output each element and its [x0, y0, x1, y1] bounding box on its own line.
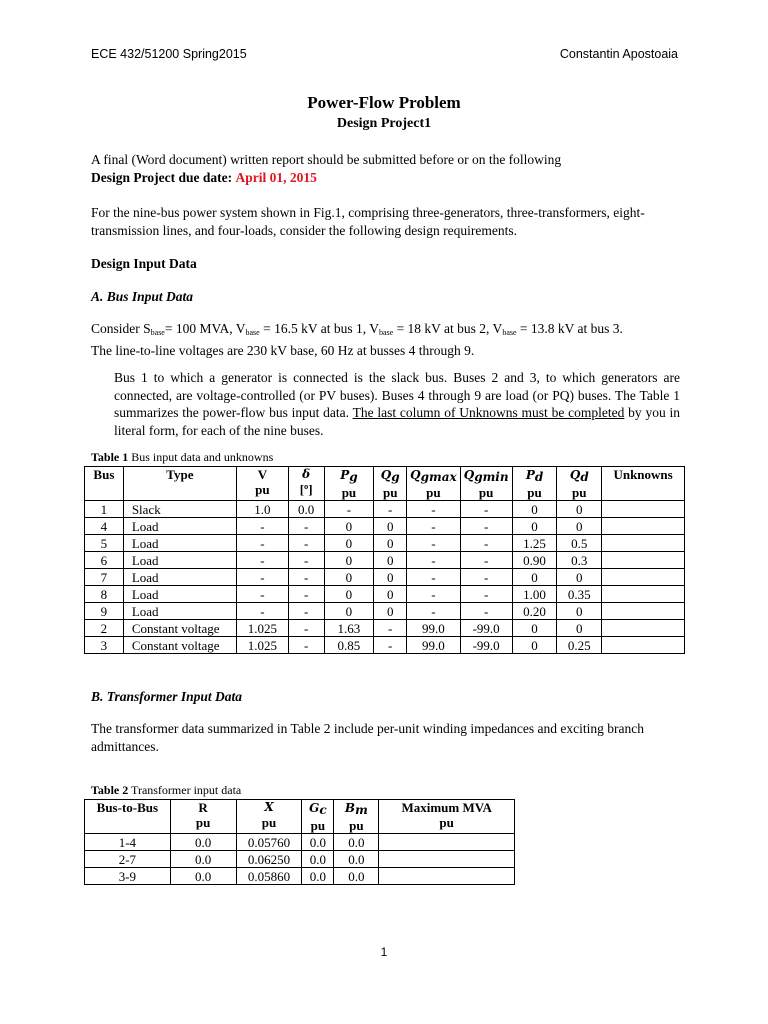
cell-v: 1.025: [237, 637, 289, 654]
system-desc-line1: For the nine-bus power system shown in Fig.1, comprising three-generators, three-transformers, eight-: [91, 205, 645, 220]
header-symbol: X: [264, 800, 274, 814]
cell-bus-to-bus: 3-9: [85, 868, 171, 885]
cell-bus: 2: [85, 620, 124, 637]
cell-pg: 0: [324, 518, 374, 535]
cell-pg: 1.63: [324, 620, 374, 637]
header-unit: pu: [261, 815, 277, 830]
table-row: [85, 834, 515, 851]
cell-bus: 6: [85, 552, 124, 569]
table-row: [85, 535, 685, 552]
header-subscript: g: [391, 470, 400, 484]
subscript-base: base: [502, 328, 517, 337]
cell-pg: 0: [324, 552, 374, 569]
cell-r: 0.0: [170, 834, 236, 851]
cell-qgmin: -: [460, 552, 512, 569]
col-pg-header: [324, 467, 374, 501]
cell-bm: 0.0: [334, 868, 379, 885]
text-part: Bus 1 to which a generator is connected is the slack bus. Buses 2 and 3, to which generators are connected, are voltage-controlled (or PV buses). Buses 4 through 9 are load (or PQ) buses. The Table 1 summarizes the power-flow bus input data.: [114, 370, 680, 420]
cell-pg: 0: [324, 603, 374, 620]
cell-qd: 0: [557, 603, 602, 620]
cell-gc: 0.0: [302, 868, 334, 885]
col-qgmin-header: [460, 467, 512, 501]
cell-v: 1.0: [237, 501, 289, 518]
cell-pg: 0: [324, 535, 374, 552]
cell-gc: 0.0: [302, 834, 334, 851]
table2-caption-label: Table 2: [91, 783, 129, 797]
col-bm-header: [334, 800, 379, 834]
cell-pd: 0: [512, 501, 557, 518]
text-part: by you in literal form, for each of the nine buses.: [114, 405, 680, 438]
header-symbol: δ: [302, 467, 311, 481]
cell-bus-to-bus: 1-4: [85, 834, 171, 851]
cell-type: Load: [123, 569, 236, 586]
header-unit: pu: [341, 485, 357, 500]
header-unit: pu: [426, 485, 441, 500]
text-part: = 18 kV at bus 2, V: [393, 321, 503, 336]
document-title: Power-Flow Problem: [307, 93, 461, 112]
cell-unknowns[interactable]: [602, 603, 685, 620]
cell-qgmax: -: [407, 586, 460, 603]
due-date: April 01, 2015: [235, 169, 317, 185]
cell-pg: 0: [324, 569, 374, 586]
cell-type: Load: [123, 552, 236, 569]
col-bus-to-bus-header: [85, 800, 171, 834]
cell-qg: 0: [374, 518, 407, 535]
line-voltage-note: The line-to-line voltages are 230 kV base, 60 Hz at busses 4 through 9.: [91, 342, 475, 358]
cell-bus: 8: [85, 586, 124, 603]
table1-header-row: [85, 467, 685, 501]
cell-r: 0.0: [170, 868, 236, 885]
cell-unknowns[interactable]: [602, 518, 685, 535]
cell-type: Slack: [123, 501, 236, 518]
cell-unknowns[interactable]: [602, 569, 685, 586]
subscript-base: base: [150, 328, 165, 337]
col-qgmax-header: [407, 467, 460, 501]
transformer-desc-line1: The transformer data summarized in Table 2 include per-unit winding impedances and exciting branch: [91, 721, 644, 736]
cell-qg: -: [374, 620, 407, 637]
col-delta-header: [288, 467, 324, 501]
header-symbol: Q: [410, 468, 421, 482]
cell-x: 0.05760: [236, 834, 302, 851]
header-subscript: d: [580, 470, 589, 484]
cell-qg: 0: [374, 535, 407, 552]
cell-x: 0.06250: [236, 851, 302, 868]
cell-delta: -: [288, 637, 324, 654]
cell-qgmin: -: [460, 603, 512, 620]
cell-qgmax: 99.0: [407, 637, 460, 654]
system-description: [91, 204, 681, 239]
due-date-line: [91, 169, 681, 187]
cell-type: Load: [123, 518, 236, 535]
text-part: Consider S: [91, 321, 151, 336]
cell-unknowns[interactable]: [602, 535, 685, 552]
header-text: Unknowns: [613, 467, 673, 482]
cell-qd: 0: [557, 620, 602, 637]
bus-consider-paragraph: [91, 320, 681, 359]
header-text: Bus: [93, 467, 115, 482]
cell-unknowns[interactable]: [602, 552, 685, 569]
col-bus-header: [85, 467, 124, 501]
table-row: [85, 868, 515, 885]
cell-pg: 0.85: [324, 637, 374, 654]
cell-qgmax: -: [407, 518, 460, 535]
header-unit: [º]: [299, 482, 313, 497]
table-row: [85, 851, 515, 868]
cell-unknowns[interactable]: [602, 501, 685, 518]
col-v-header: [237, 467, 289, 501]
cell-qg: -: [374, 637, 407, 654]
header-symbol: G: [309, 801, 320, 815]
table-row: [85, 569, 685, 586]
header-text: Type: [166, 467, 194, 482]
header-unit: pu: [382, 485, 398, 500]
cell-pd: 0: [512, 620, 557, 637]
cell-pd: 1.25: [512, 535, 557, 552]
cell-qg: -: [374, 501, 407, 518]
cell-pd: 0: [512, 569, 557, 586]
subscript-base: base: [245, 328, 260, 337]
header-unit: pu: [527, 485, 542, 500]
transformer-description: [91, 720, 681, 755]
table2-header-row: [85, 800, 515, 834]
table-row: [85, 603, 685, 620]
cell-qgmax: -: [407, 603, 460, 620]
col-max-mva-header: [379, 800, 515, 834]
cell-delta: -: [288, 552, 324, 569]
cell-v: 1.025: [237, 620, 289, 637]
cell-max-mva[interactable]: [379, 851, 515, 868]
table-row: [85, 586, 685, 603]
header-author: Constantin Apostoaia: [559, 47, 678, 61]
table-row: [85, 637, 685, 654]
cell-bm: 0.0: [334, 851, 379, 868]
due-label: Design Project due date:: [91, 169, 233, 185]
cell-type: Load: [123, 586, 236, 603]
header-text: R: [198, 800, 208, 815]
header-symbol: Q: [463, 468, 475, 482]
cell-bus: 5: [85, 535, 124, 552]
cell-bus: 4: [85, 518, 124, 535]
cell-pd: 0: [512, 637, 557, 654]
col-gc-header: [302, 800, 334, 834]
cell-unknowns[interactable]: [602, 620, 685, 637]
cell-qgmin: -: [460, 569, 512, 586]
header-course: ECE 432/51200 Spring2015: [91, 47, 247, 61]
cell-v: -: [237, 552, 289, 569]
cell-v: -: [237, 569, 289, 586]
cell-gc: 0.0: [302, 851, 334, 868]
section-heading-bus-input: A. Bus Input Data: [91, 289, 194, 304]
table1-caption: [91, 450, 273, 465]
header-subscript: gmax: [420, 470, 457, 484]
header-text: Maximum MVA: [401, 800, 492, 815]
cell-qd: 0.25: [557, 637, 602, 654]
transformer-desc-line2: admittances.: [91, 738, 159, 754]
col-type-header: [123, 467, 236, 501]
intro-line: A final (Word document) written report should be submitted before or on the following: [91, 152, 562, 167]
header-unit: pu: [478, 485, 494, 500]
header-symbol: B: [344, 801, 356, 815]
col-r-header: [170, 800, 236, 834]
cell-pd: 0.90: [512, 552, 557, 569]
table1-caption-label: Table 1: [91, 450, 129, 464]
header-symbol: Q: [569, 468, 581, 482]
cell-delta: -: [288, 586, 324, 603]
header-subscript: gmin: [474, 470, 509, 484]
table-row: [85, 518, 685, 535]
cell-qg: 0: [374, 552, 407, 569]
table1-caption-text: Bus input data and unknowns: [128, 450, 274, 464]
text-part: = 16.5 kV at bus 1, V: [259, 321, 379, 336]
table2-caption: [91, 783, 241, 798]
cell-qd: 0.35: [557, 586, 602, 603]
cell-qd: 0: [557, 518, 602, 535]
header-text: V: [257, 467, 268, 482]
cell-type: Constant voltage: [123, 620, 236, 637]
system-desc-line2: transmission lines, and four-loads, consider the following design requirements.: [91, 222, 518, 238]
header-unit: pu: [195, 815, 211, 830]
col-qd-header: [557, 467, 602, 501]
cell-bus-to-bus: 2-7: [85, 851, 171, 868]
cell-type: Load: [123, 535, 236, 552]
cell-unknowns[interactable]: [602, 586, 685, 603]
cell-qg: 0: [374, 586, 407, 603]
cell-x: 0.05860: [236, 868, 302, 885]
cell-qgmin: -99.0: [460, 637, 512, 654]
header-subscript: g: [349, 470, 358, 484]
cell-qgmin: -: [460, 586, 512, 603]
header-text: Bus-to-Bus: [96, 800, 159, 815]
bus-base-values: [91, 320, 681, 342]
text-part: = 100 MVA, V: [164, 321, 246, 336]
header-subscript: d: [534, 470, 544, 484]
cell-qgmin: -: [460, 518, 512, 535]
cell-v: -: [237, 535, 289, 552]
cell-v: -: [237, 603, 289, 620]
cell-pd: 0.20: [512, 603, 557, 620]
header-subscript: c: [319, 803, 327, 817]
col-pd-header: [512, 467, 557, 501]
cell-pd: 0: [512, 518, 557, 535]
cell-delta: -: [288, 569, 324, 586]
section-heading-transformer-input: B. Transformer Input Data: [91, 689, 243, 704]
col-qg-header: [374, 467, 407, 501]
header-unit: pu: [439, 815, 454, 830]
table-row: [85, 501, 685, 518]
cell-bus: 3: [85, 637, 124, 654]
page-number: 1: [380, 945, 388, 959]
cell-bm: 0.0: [334, 834, 379, 851]
section-heading-design-input: Design Input Data: [91, 256, 197, 271]
text-part: = 13.8 kV at bus 3.: [516, 321, 623, 336]
cell-pg: 0: [324, 586, 374, 603]
table-row: [85, 552, 685, 569]
cell-delta: -: [288, 535, 324, 552]
table2-caption-text: Transformer input data: [128, 783, 242, 797]
cell-v: -: [237, 586, 289, 603]
cell-max-mva[interactable]: [379, 834, 515, 851]
subscript-base: base: [378, 328, 394, 337]
header-symbol: P: [525, 468, 535, 482]
underlined-instruction: The last column of Unknowns must be completed: [352, 405, 625, 420]
cell-qd: 0.3: [557, 552, 602, 569]
cell-delta: -: [288, 620, 324, 637]
cell-unknowns[interactable]: [602, 637, 685, 654]
intro-paragraph: [91, 151, 681, 186]
table-row: [85, 620, 685, 637]
header-subscript: m: [355, 803, 368, 817]
cell-bus: 7: [85, 569, 124, 586]
cell-type: Constant voltage: [123, 637, 236, 654]
cell-qgmax: -: [407, 569, 460, 586]
cell-bus: 9: [85, 603, 124, 620]
cell-qgmax: 99.0: [407, 620, 460, 637]
cell-qgmax: -: [407, 535, 460, 552]
cell-qgmax: -: [407, 501, 460, 518]
cell-qg: 0: [374, 569, 407, 586]
cell-qgmax: -: [407, 552, 460, 569]
document-subtitle: Design Project1: [336, 116, 432, 131]
cell-qgmin: -: [460, 501, 512, 518]
page-header: [91, 47, 678, 65]
cell-pd: 1.00: [512, 586, 557, 603]
header-unit: pu: [310, 818, 326, 833]
header-symbol: Q: [380, 468, 392, 482]
col-x-header: [236, 800, 302, 834]
cell-qg: 0: [374, 603, 407, 620]
cell-qgmin: -: [460, 535, 512, 552]
header-unit: pu: [572, 485, 587, 500]
cell-v: -: [237, 518, 289, 535]
bus-input-table: [84, 466, 685, 654]
cell-delta: 0.0: [288, 501, 324, 518]
cell-delta: -: [288, 518, 324, 535]
header-unit: pu: [349, 818, 364, 833]
cell-pg: -: [324, 501, 374, 518]
cell-max-mva[interactable]: [379, 868, 515, 885]
header-symbol: P: [340, 468, 350, 482]
cell-bus: 1: [85, 501, 124, 518]
col-unknowns-header: [602, 467, 685, 501]
cell-type: Load: [123, 603, 236, 620]
cell-qd: 0.5: [557, 535, 602, 552]
cell-qd: 0: [557, 501, 602, 518]
cell-r: 0.0: [170, 851, 236, 868]
bus-description-paragraph: [114, 369, 680, 439]
cell-delta: -: [288, 603, 324, 620]
cell-qd: 0: [557, 569, 602, 586]
transformer-input-table: [84, 799, 515, 885]
cell-qgmin: -99.0: [460, 620, 512, 637]
header-unit: pu: [255, 482, 270, 497]
